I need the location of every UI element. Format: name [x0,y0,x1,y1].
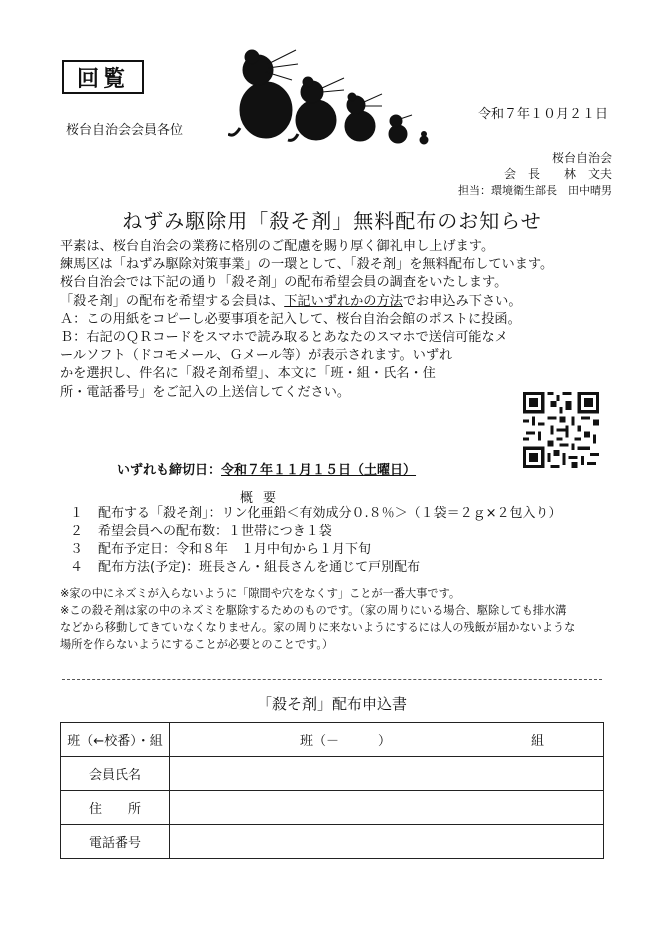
mouse-tiny-icon [389,115,412,143]
overview-list [70,505,562,577]
page-title: ねずみ駆除用「殺そ剤」無料配布のお知らせ [122,209,542,233]
body-text [60,238,620,402]
deadline-date: 令和７年１１月１５日（土曜日） [221,463,417,478]
body-p2: 練馬区は「ねずみ駆除対策事業」の一環として、「殺そ剤」を無料配布しています。 [60,257,554,273]
form-title: 「殺そ剤」配布申込書 [256,695,407,713]
sender-org: 桜台自治会 [551,151,612,165]
method-b-line2: ールソフト（ドコモメール、Ｇメール等）が表示されます。いずれ [60,348,453,364]
issue-date: 令和７年１０月２１日 [478,107,609,122]
body-p3: 桜台自治会では下記の通り「殺そ剤」の配布希望会員の調査をいたします。 [60,275,508,291]
form-row-group [61,723,604,757]
note-3: などから移動してきていなくなりません。家の周りに来ないようにするには人の残飯が届かないような [60,621,576,634]
cut-line-divider [62,679,602,680]
form-row-name [61,757,604,791]
form-field-address[interactable] [170,791,604,825]
deadline [117,459,416,478]
note-4: 場所を作らないようにすることが必要とのことです。） [60,638,334,651]
list-item [70,541,562,559]
overview-heading: 概要 [240,491,287,506]
list-item [70,559,562,577]
sender-chair: 会 長 林 文夫 [503,167,612,181]
body-p1: 平素は、桜台自治会の業務に格別のご配慮を賜り厚く御礼申し上げます。 [60,239,495,254]
body-p4 [60,293,620,311]
form-label-name: 会員氏名 [61,757,170,791]
note-2: ※この殺そ剤は家の中のネズミを駆除するためのものです。（家の周りにいる場合、駆除しても排水溝 [60,604,567,617]
body-p4-underlined: 下記いずれかの方法 [284,293,403,309]
list-item [70,505,562,523]
form-label-phone: 電話番号 [61,825,170,859]
mouse-medium-icon [288,77,344,140]
body-p4b: でお申込み下さい。 [402,293,522,309]
application-form [60,722,604,859]
item-number: １ [70,506,84,521]
item-text: 配布する「殺そ剤」：リン化亜鉛＜有効成分０.８％＞（１袋＝２ｇ×２包入り） [98,506,562,521]
form-row-address [61,791,604,825]
form-label-group: 班（←校番）・組 [61,723,170,757]
qr-code-icon[interactable] [523,392,599,468]
mice-illustration [228,40,452,150]
form-field-phone[interactable] [170,825,604,859]
item-number: ２ [70,524,84,539]
field-kumi: 組 [531,734,545,749]
addressee: 桜台自治会会員各位 [66,123,184,138]
item-number: ３ [70,542,84,557]
item-text: 配布方法(予定)：班長さん・組長さんを通じて戸別配布 [98,560,421,575]
notes [60,585,620,653]
body-p4a: 「殺そ剤」の配布を希望する会員は、 [60,293,285,309]
item-text: 希望会員への配布数：１世帯につき１袋 [98,524,332,539]
mouse-large-icon [228,50,298,138]
sender-contact: 担当：環境衛生部長 田中晴男 [458,184,612,197]
deadline-prefix: いずれも締切日： [117,463,222,478]
item-number: ４ [70,560,84,575]
method-b-line1: Ｂ：右記のＱＲコードをスマホで読み取るとあなたのスマホで送信可能なメ [60,330,508,346]
form-label-address: 住 所 [61,791,170,825]
mouse-mini-icon [420,132,428,145]
form-field-name[interactable] [170,757,604,791]
item-text: 配布予定日：令和８年 １月中旬から１月下旬 [98,542,372,557]
form-field-group[interactable] [170,723,604,757]
mouse-small-icon [345,93,382,141]
method-a: Ａ：この用紙をコピーし必要事項を記入して、桜台自治会館のポストに投函。 [60,311,521,327]
form-row-phone [61,825,604,859]
kairan-badge: 回覧 [62,60,144,94]
method-b-line4: 所・電話番号」をご記入の上送信してください。 [60,384,351,400]
note-1: ※家の中にネズミが入らないように「隙間や穴をなくす」ことが一番大事です。 [60,587,461,600]
method-b-line3: かを選択し、件名に「殺そ剤希望」、本文に「班・組・氏名・住 [60,366,436,382]
list-item [70,523,562,541]
field-han: 班（－ ） [300,734,392,749]
